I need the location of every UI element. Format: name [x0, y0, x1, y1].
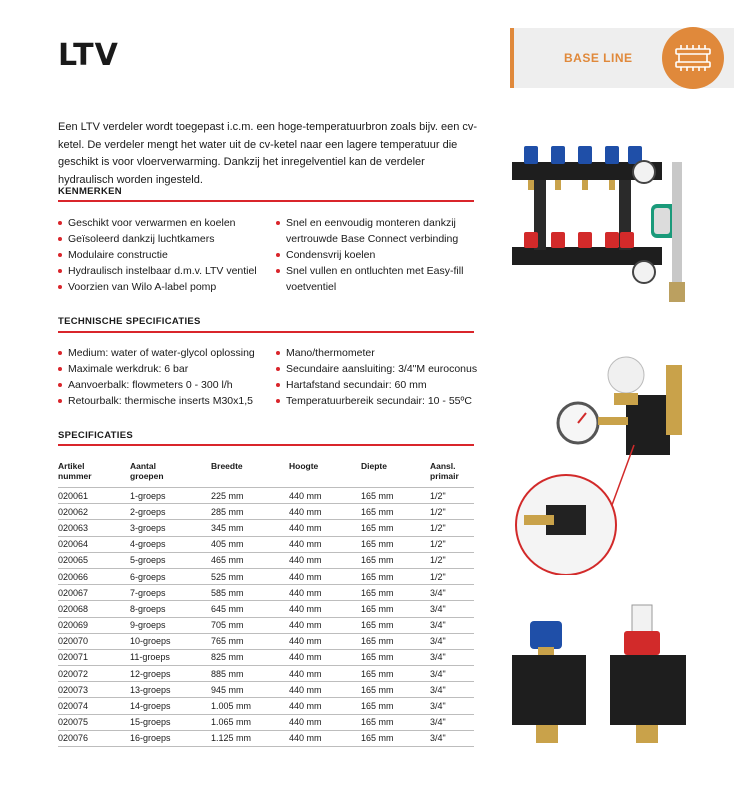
page-title: LTV — [58, 38, 119, 73]
list-item: Modulaire constructie — [58, 247, 268, 263]
table-cell: 345 mm — [211, 520, 289, 536]
table-cell: 020062 — [58, 504, 130, 520]
table-cell: 440 mm — [289, 633, 361, 649]
table-row — [58, 649, 474, 665]
table-cell: 440 mm — [289, 617, 361, 633]
list-item: Maximale werkdruk: 6 bar — [58, 361, 270, 377]
table-cell: 465 mm — [211, 552, 289, 568]
table-cell: 020066 — [58, 568, 130, 584]
table-cell: 440 mm — [289, 666, 361, 682]
table-cell: 3/4" — [430, 666, 474, 682]
table-cell: 4-groeps — [130, 536, 211, 552]
table-cell: 765 mm — [211, 633, 289, 649]
col-primair: Aansl. primair — [430, 461, 459, 481]
table-cell: 1.005 mm — [211, 698, 289, 714]
table-row — [58, 536, 474, 552]
list-item: Geïsoleerd dankzij luchtkamers — [58, 231, 268, 247]
table-cell: 13-groeps — [130, 682, 211, 698]
valve-inserts-image — [508, 603, 698, 753]
table-cell: 020071 — [58, 649, 130, 665]
table-cell: 165 mm — [361, 504, 430, 520]
list-item: Temperatuurbereik secundair: 10 - 55ºC — [276, 393, 480, 409]
table-row — [58, 568, 474, 584]
col-diepte: Diepte — [361, 461, 387, 471]
table-cell: 165 mm — [361, 601, 430, 617]
table-row — [58, 504, 474, 520]
table-cell: 1/2" — [430, 536, 474, 552]
table-cell: 165 mm — [361, 682, 430, 698]
kenmerken-list-right — [276, 215, 476, 295]
table-row — [58, 698, 474, 714]
table-cell: 1-groeps — [130, 488, 211, 504]
col-breedte: Breedte — [211, 461, 243, 471]
table-cell: 020065 — [58, 552, 130, 568]
table-cell: 3/4" — [430, 714, 474, 730]
list-item: Retourbalk: thermische inserts M30x1,5 — [58, 393, 270, 409]
intro-text: Een LTV verdeler wordt toegepast i.c.m. een hoge-temperatuurbron zoals bijv. een cv-ketel. De verdeler mengt het water uit de cv-ketel naar een lagere temperatuur die geschikt is voor vloerverwarming. Dankzij het inregelventiel kan de verdeler hydraulisch worden ingesteld. — [58, 121, 478, 186]
table-row — [58, 682, 474, 698]
table-row — [58, 633, 474, 649]
table-cell: 3/4" — [430, 730, 474, 746]
list-item: Aanvoerbalk: flowmeters 0 - 300 l/h — [58, 377, 270, 393]
table-cell: 1/2" — [430, 568, 474, 584]
table-cell: 020072 — [58, 666, 130, 682]
table-cell: 165 mm — [361, 617, 430, 633]
table-row — [58, 601, 474, 617]
table-cell: 225 mm — [211, 488, 289, 504]
table-cell: 16-groeps — [130, 730, 211, 746]
table-cell: 8-groeps — [130, 601, 211, 617]
table-cell: 885 mm — [211, 666, 289, 682]
table-cell: 3/4" — [430, 585, 474, 601]
table-cell: 020069 — [58, 617, 130, 633]
table-cell: 1/2" — [430, 520, 474, 536]
table-cell: 10-groeps — [130, 633, 211, 649]
mixing-valve-image — [506, 335, 702, 575]
table-cell: 14-groeps — [130, 698, 211, 714]
table-cell: 440 mm — [289, 536, 361, 552]
table-cell: 1/2" — [430, 504, 474, 520]
table-cell: 440 mm — [289, 601, 361, 617]
table-cell: 3/4" — [430, 617, 474, 633]
table-cell: 020073 — [58, 682, 130, 698]
table-cell: 440 mm — [289, 504, 361, 520]
table-row — [58, 552, 474, 568]
list-item: Mano/thermometer — [276, 345, 480, 361]
spec-table — [58, 461, 474, 747]
specificaties-rule — [58, 444, 474, 446]
table-row — [58, 488, 474, 504]
table-cell: 440 mm — [289, 488, 361, 504]
list-item: Geschikt voor verwarmen en koelen — [58, 215, 268, 231]
table-cell: 020064 — [58, 536, 130, 552]
col-groepen: Aantal groepen — [130, 461, 164, 481]
table-row — [58, 666, 474, 682]
table-cell: 440 mm — [289, 649, 361, 665]
table-cell: 405 mm — [211, 536, 289, 552]
table-cell: 825 mm — [211, 649, 289, 665]
table-cell: 440 mm — [289, 568, 361, 584]
table-cell: 9-groeps — [130, 617, 211, 633]
table-cell: 165 mm — [361, 698, 430, 714]
table-cell: 11-groeps — [130, 649, 211, 665]
table-cell: 020068 — [58, 601, 130, 617]
table-row — [58, 617, 474, 633]
table-row — [58, 714, 474, 730]
table-cell: 945 mm — [211, 682, 289, 698]
table-cell: 440 mm — [289, 730, 361, 746]
table-cell: 525 mm — [211, 568, 289, 584]
table-cell: 15-groeps — [130, 714, 211, 730]
table-cell: 7-groeps — [130, 585, 211, 601]
table-cell: 3-groeps — [130, 520, 211, 536]
table-cell: 1.125 mm — [211, 730, 289, 746]
table-cell: 020061 — [58, 488, 130, 504]
table-cell: 440 mm — [289, 520, 361, 536]
table-cell: 705 mm — [211, 617, 289, 633]
col-hoogte: Hoogte — [289, 461, 319, 471]
table-cell: 165 mm — [361, 536, 430, 552]
product-line-banner — [510, 28, 734, 88]
table-cell: 165 mm — [361, 666, 430, 682]
technische-rule — [58, 331, 474, 333]
table-cell: 440 mm — [289, 585, 361, 601]
table-cell: 165 mm — [361, 649, 430, 665]
table-cell: 3/4" — [430, 601, 474, 617]
table-cell: 165 mm — [361, 488, 430, 504]
table-cell: 1/2" — [430, 552, 474, 568]
list-item: Voorzien van Wilo A-label pomp — [58, 279, 268, 295]
table-header-row — [58, 461, 474, 488]
table-cell: 020075 — [58, 714, 130, 730]
table-cell: 440 mm — [289, 552, 361, 568]
table-cell: 285 mm — [211, 504, 289, 520]
table-cell: 020076 — [58, 730, 130, 746]
kenmerken-list-left — [58, 215, 268, 295]
list-item: Secundaire aansluiting: 3/4"M euroconus — [276, 361, 480, 377]
table-cell: 165 mm — [361, 585, 430, 601]
table-cell: 585 mm — [211, 585, 289, 601]
table-cell: 165 mm — [361, 520, 430, 536]
kenmerken-rule — [58, 200, 474, 202]
table-cell: 3/4" — [430, 682, 474, 698]
table-cell: 020070 — [58, 633, 130, 649]
technische-list-left — [58, 345, 270, 409]
list-item: Medium: water of water-glycol oplossing — [58, 345, 270, 361]
table-cell: 020067 — [58, 585, 130, 601]
table-cell: 645 mm — [211, 601, 289, 617]
specificaties-heading: SPECIFICATIES — [58, 430, 133, 441]
list-item: Hydraulisch instelbaar d.m.v. LTV ventiel — [58, 263, 268, 279]
table-cell: 165 mm — [361, 552, 430, 568]
table-cell: 440 mm — [289, 698, 361, 714]
table-cell: 5-groeps — [130, 552, 211, 568]
table-row — [58, 520, 474, 536]
table-cell: 1.065 mm — [211, 714, 289, 730]
list-item: Condensvrij koelen — [276, 247, 476, 263]
list-item: Hartafstand secundair: 60 mm — [276, 377, 480, 393]
table-cell: 020074 — [58, 698, 130, 714]
manifold-icon — [662, 27, 724, 89]
kenmerken-heading: KENMERKEN — [58, 186, 122, 197]
table-cell: 165 mm — [361, 714, 430, 730]
table-row — [58, 730, 474, 746]
manifold-product-image — [504, 122, 694, 312]
table-cell: 165 mm — [361, 633, 430, 649]
table-cell: 12-groeps — [130, 666, 211, 682]
table-cell: 020063 — [58, 520, 130, 536]
table-cell: 3/4" — [430, 649, 474, 665]
table-cell: 165 mm — [361, 730, 430, 746]
table-cell: 6-groeps — [130, 568, 211, 584]
product-line-label: BASE LINE — [564, 51, 633, 65]
table-cell: 165 mm — [361, 568, 430, 584]
table-cell: 2-groeps — [130, 504, 211, 520]
table-cell: 1/2" — [430, 488, 474, 504]
table-cell: 440 mm — [289, 682, 361, 698]
table-row — [58, 585, 474, 601]
technische-heading: TECHNISCHE SPECIFICATIES — [58, 316, 201, 327]
table-cell: 440 mm — [289, 714, 361, 730]
table-cell: 3/4" — [430, 698, 474, 714]
col-artikel: Artikel nummer — [58, 461, 92, 481]
list-item: Snel vullen en ontluchten met Easy-fill voetventiel — [276, 263, 476, 295]
list-item: Snel en eenvoudig monteren dankzij vertrouwde Base Connect verbinding — [276, 215, 476, 247]
table-cell: 3/4" — [430, 633, 474, 649]
technische-list-right — [276, 345, 480, 409]
